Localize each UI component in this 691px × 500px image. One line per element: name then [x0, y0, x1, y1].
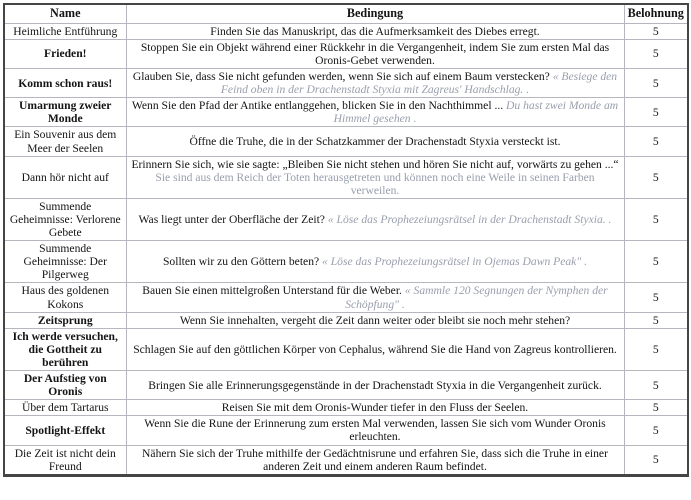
achievement-reward: 5 — [624, 283, 688, 312]
achievement-condition — [126, 198, 624, 240]
table-row — [4, 283, 688, 312]
achievement-name: Summende Geheimnisse: Der Pilgerweg — [4, 241, 126, 283]
condition-segment: Wenn Sie den Pfad der Antike entlanggehen, blicken Sie in den Nachthimmel ... — [131, 99, 507, 113]
achievement-condition — [126, 127, 624, 156]
condition-segment: Bauen Sie einen mittelgroßen Unterstand für die Weber. — [142, 284, 405, 298]
table-row — [4, 400, 688, 416]
achievements-table-body — [4, 23, 688, 475]
achievement-condition — [126, 416, 624, 445]
condition-segment: Öffne die Truhe, die in der Schatzkammer der Drachenstadt Styxia versteckt ist. — [189, 134, 561, 148]
condition-segment: Schlagen Sie auf den göttlichen Körper von Cephalus, während Sie die Hand von Zagreus kontrollieren. — [133, 342, 617, 356]
table-row — [4, 328, 688, 370]
condition-segment: Wenn Sie die Rune der Erinnerung zum ersten Mal verwenden, lassen Sie sich vom Wunder Oronis erleuchten. — [144, 417, 606, 444]
condition-segment: Reisen Sie mit dem Oronis-Wunder tiefer in den Fluss der Seelen. — [221, 401, 529, 415]
achievement-name: Über dem Tartarus — [4, 400, 126, 416]
header-bedingung: Bedingung — [126, 4, 624, 23]
table-row — [4, 156, 688, 198]
achievement-name: Frieden! — [4, 39, 126, 68]
achievement-condition — [126, 371, 624, 400]
table-row — [4, 445, 688, 475]
condition-segment: « Löse das Prophezeiungsrätsel in der Drachenstadt Styxia. . — [327, 213, 612, 226]
table-row — [4, 241, 688, 283]
achievement-reward: 5 — [624, 312, 688, 328]
achievement-name: Summende Geheimnisse: Verlorene Gebete — [4, 198, 126, 240]
achievement-reward: 5 — [624, 400, 688, 416]
achievement-reward: 5 — [624, 23, 688, 39]
achievement-reward: 5 — [624, 241, 688, 283]
achievement-condition — [126, 98, 624, 127]
achievement-reward: 5 — [624, 198, 688, 240]
achievement-condition — [126, 328, 624, 370]
achievement-name: Umarmung zweier Monde — [4, 98, 126, 127]
condition-segment: Du hast zwei Monde am Himmel gesehen . — [333, 99, 619, 126]
condition-segment: Finden Sie das Manuskript, das die Aufmerksamkeit des Diebes erregt. — [210, 24, 540, 38]
achievement-reward: 5 — [624, 156, 688, 198]
achievement-condition — [126, 400, 624, 416]
achievement-name: Die Zeit ist nicht dein Freund — [4, 445, 126, 475]
achievement-reward: 5 — [624, 127, 688, 156]
achievement-condition — [126, 241, 624, 283]
table-row — [4, 23, 688, 39]
header-belohnung: Belohnung — [624, 4, 688, 23]
header-name: Name — [4, 4, 126, 23]
achievement-condition — [126, 69, 624, 98]
achievement-name: Heimliche Entführung — [4, 23, 126, 39]
achievement-reward: 5 — [624, 69, 688, 98]
condition-segment: « Besiege den Feind oben in der Drachenstadt Styxia mit Zagreus' Handschlag. . — [220, 70, 618, 97]
table-row — [4, 127, 688, 156]
achievement-name: Zeitsprung — [4, 312, 126, 328]
achievement-reward: 5 — [624, 328, 688, 370]
achievement-reward: 5 — [624, 371, 688, 400]
achievement-condition — [126, 23, 624, 39]
condition-segment: Glauben Sie, dass Sie nicht gefunden werden, wenn Sie sich auf einem Baum verstecken? — [132, 70, 553, 84]
achievement-condition — [126, 312, 624, 328]
achievement-name: Ich werde versuchen, die Gottheit zu berühren — [4, 328, 126, 370]
achievement-name: Dann hör nicht auf — [4, 156, 126, 198]
achievement-condition — [126, 445, 624, 475]
table-row — [4, 416, 688, 445]
achievement-reward: 5 — [624, 39, 688, 68]
condition-segment: Bringen Sie alle Erinnerungsgegenstände in der Drachenstadt Styxia in die Vergangenheit zurück. — [148, 378, 602, 392]
condition-segment: Stoppen Sie ein Objekt während einer Rückkehr in die Vergangenheit, indem Sie zum ersten Mal das Oronis-Gebet verwenden. — [140, 40, 610, 67]
condition-segment: Wenn Sie innehalten, vergeht die Zeit dann weiter oder bleibt sie noch mehr stehen? — [179, 313, 571, 327]
achievement-condition — [126, 156, 624, 198]
condition-segment: Nähern Sie sich der Truhe mithilfe der Gedächtnisrune und erfahren Sie, dass sich die Truhe in einer anderen Zeit und einem anderen Raum befindet. — [142, 446, 608, 473]
achievement-name: Haus des goldenen Kokons — [4, 283, 126, 312]
table-row — [4, 312, 688, 328]
condition-segment: Erinnern Sie sich, wie sie sagte: „Bleiben Sie nicht stehen und hören Sie nicht auf, vorwärts zu gehen ...“ — [131, 157, 619, 171]
condition-segment: Sollten wir zu den Göttern beten? — [162, 255, 323, 269]
achievement-name: Ein Souvenir aus dem Meer der Seelen — [4, 127, 126, 156]
condition-segment: Was liegt unter der Oberfläche der Zeit? — [138, 213, 328, 226]
table-row — [4, 198, 688, 240]
condition-segment: « Löse das Prophezeiungsrätsel in Ojemas Dawn Peak" . — [322, 255, 587, 269]
table-row — [4, 69, 688, 98]
achievement-name: Der Aufstieg von Oronis — [4, 371, 126, 400]
achievement-condition — [126, 283, 624, 312]
table-row — [4, 98, 688, 127]
condition-segment: « Sammle 120 Segnungen der Nymphen der Schöpfung" . — [345, 284, 608, 311]
achievement-reward: 5 — [624, 416, 688, 445]
table-row — [4, 39, 688, 68]
condition-segment: Sie sind aus dem Reich der Toten herausgetreten und können noch eine Weile in seinen Farben verweilen. — [155, 170, 595, 197]
header-row — [4, 4, 688, 23]
achievement-name: Komm schon raus! — [4, 69, 126, 98]
achievement-condition — [126, 39, 624, 68]
achievement-reward: 5 — [624, 98, 688, 127]
table-row — [4, 371, 688, 400]
table-header — [4, 4, 688, 23]
achievement-name: Spotlight-Effekt — [4, 416, 126, 445]
achievement-reward: 5 — [624, 445, 688, 475]
achievements-table — [3, 3, 689, 477]
